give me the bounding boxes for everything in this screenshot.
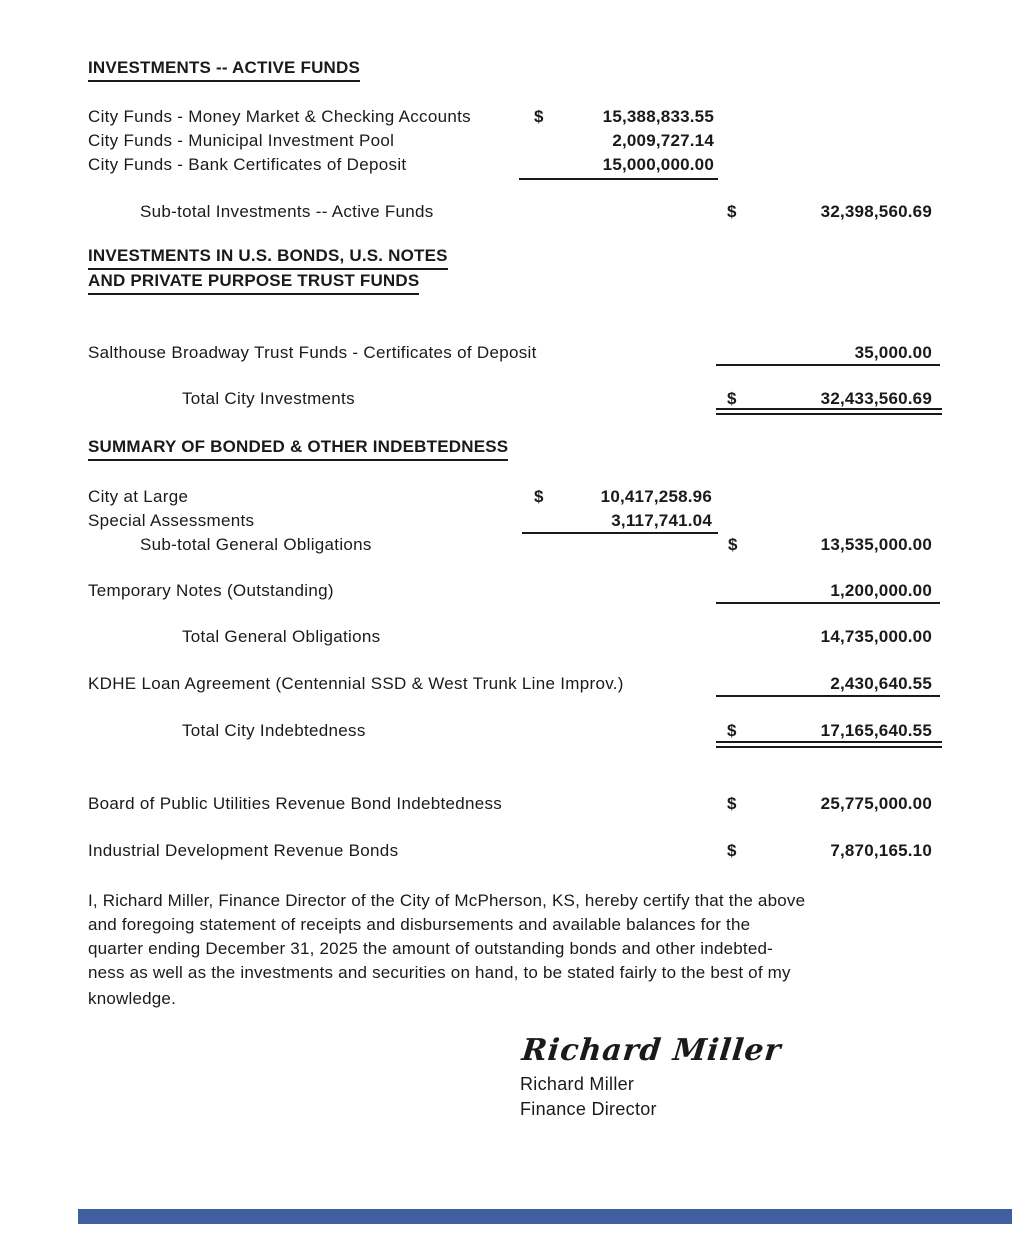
row-amount: 25,775,000.00 (820, 794, 932, 813)
dollar-sign: $ (727, 794, 737, 813)
row-label: Industrial Development Revenue Bonds (88, 841, 399, 860)
signature: Richard Miller (520, 1033, 784, 1068)
section-title-bonds-line1: INVESTMENTS IN U.S. BONDS, U.S. NOTES (88, 246, 448, 270)
row-label: KDHE Loan Agreement (Centennial SSD & West Trunk Line Improv.) (88, 674, 624, 693)
row-label: Salthouse Broadway Trust Funds - Certificates of Deposit (88, 343, 537, 362)
column-total-rule (519, 178, 718, 180)
row-amount: 15,000,000.00 (602, 155, 714, 174)
grand-total-double-rule (716, 741, 942, 748)
certification-line: I, Richard Miller, Finance Director of the City of McPherson, KS, hereby certify that the above (88, 891, 806, 910)
dollar-sign: $ (727, 389, 737, 408)
total-amount: 32,433,560.69 (820, 389, 932, 408)
row-label: Special Assessments (88, 511, 255, 530)
dollar-sign: $ (728, 535, 738, 554)
dollar-sign: $ (534, 107, 544, 126)
row-amount: 7,870,165.10 (830, 841, 932, 860)
row-amount: 15,388,833.55 (602, 107, 714, 126)
section-title-bonds-line2: AND PRIVATE PURPOSE TRUST FUNDS (88, 271, 419, 295)
signatory-title: Finance Director (520, 1099, 657, 1119)
subtotal-label: Sub-total General Obligations (140, 535, 372, 554)
grand-total-double-rule (716, 408, 942, 415)
dollar-sign: $ (727, 202, 737, 221)
total-label: Total General Obligations (182, 627, 381, 646)
row-amount: 10,417,258.96 (600, 487, 712, 506)
dollar-sign: $ (727, 721, 737, 740)
row-label: Board of Public Utilities Revenue Bond Indebtedness (88, 794, 503, 813)
total-label: Total City Investments (182, 389, 355, 408)
column-total-rule (716, 602, 940, 604)
row-label: City Funds - Money Market & Checking Accounts (88, 107, 471, 126)
certification-line: quarter ending December 31, 2025 the amount of outstanding bonds and other indebted- (88, 939, 773, 958)
row-amount: 1,200,000.00 (830, 581, 932, 600)
subtotal-amount: 13,535,000.00 (820, 535, 932, 554)
row-label: City Funds - Bank Certificates of Deposit (88, 155, 407, 174)
total-label: Total City Indebtedness (182, 721, 366, 740)
row-amount: 2,430,640.55 (830, 674, 932, 693)
total-amount: 17,165,640.55 (820, 721, 932, 740)
row-amount: 35,000.00 (854, 343, 932, 362)
dollar-sign: $ (727, 841, 737, 860)
row-label: Temporary Notes (Outstanding) (88, 581, 334, 600)
row-amount: 2,009,727.14 (612, 131, 714, 150)
column-total-rule (716, 364, 940, 366)
row-label: City Funds - Municipal Investment Pool (88, 131, 395, 150)
subtotal-amount: 32,398,560.69 (820, 202, 932, 221)
subtotal-label: Sub-total Investments -- Active Funds (140, 202, 434, 221)
signatory-name: Richard Miller (520, 1074, 635, 1094)
certification-line: knowledge. (88, 989, 177, 1008)
bottom-accent-bar (78, 1209, 1012, 1224)
section-title-indebtedness: SUMMARY OF BONDED & OTHER INDEBTEDNESS (88, 437, 508, 461)
row-amount: 3,117,741.04 (611, 511, 712, 530)
column-total-rule (716, 695, 940, 697)
column-total-rule (522, 532, 718, 534)
dollar-sign: $ (534, 487, 544, 506)
section-title-active-funds: INVESTMENTS -- ACTIVE FUNDS (88, 58, 360, 82)
certification-line: and foregoing statement of receipts and disbursements and available balances for the (88, 915, 751, 934)
row-label: City at Large (88, 487, 189, 506)
total-amount: 14,735,000.00 (820, 627, 932, 646)
certification-line: ness as well as the investments and securities on hand, to be stated fairly to the best of my (88, 963, 791, 982)
